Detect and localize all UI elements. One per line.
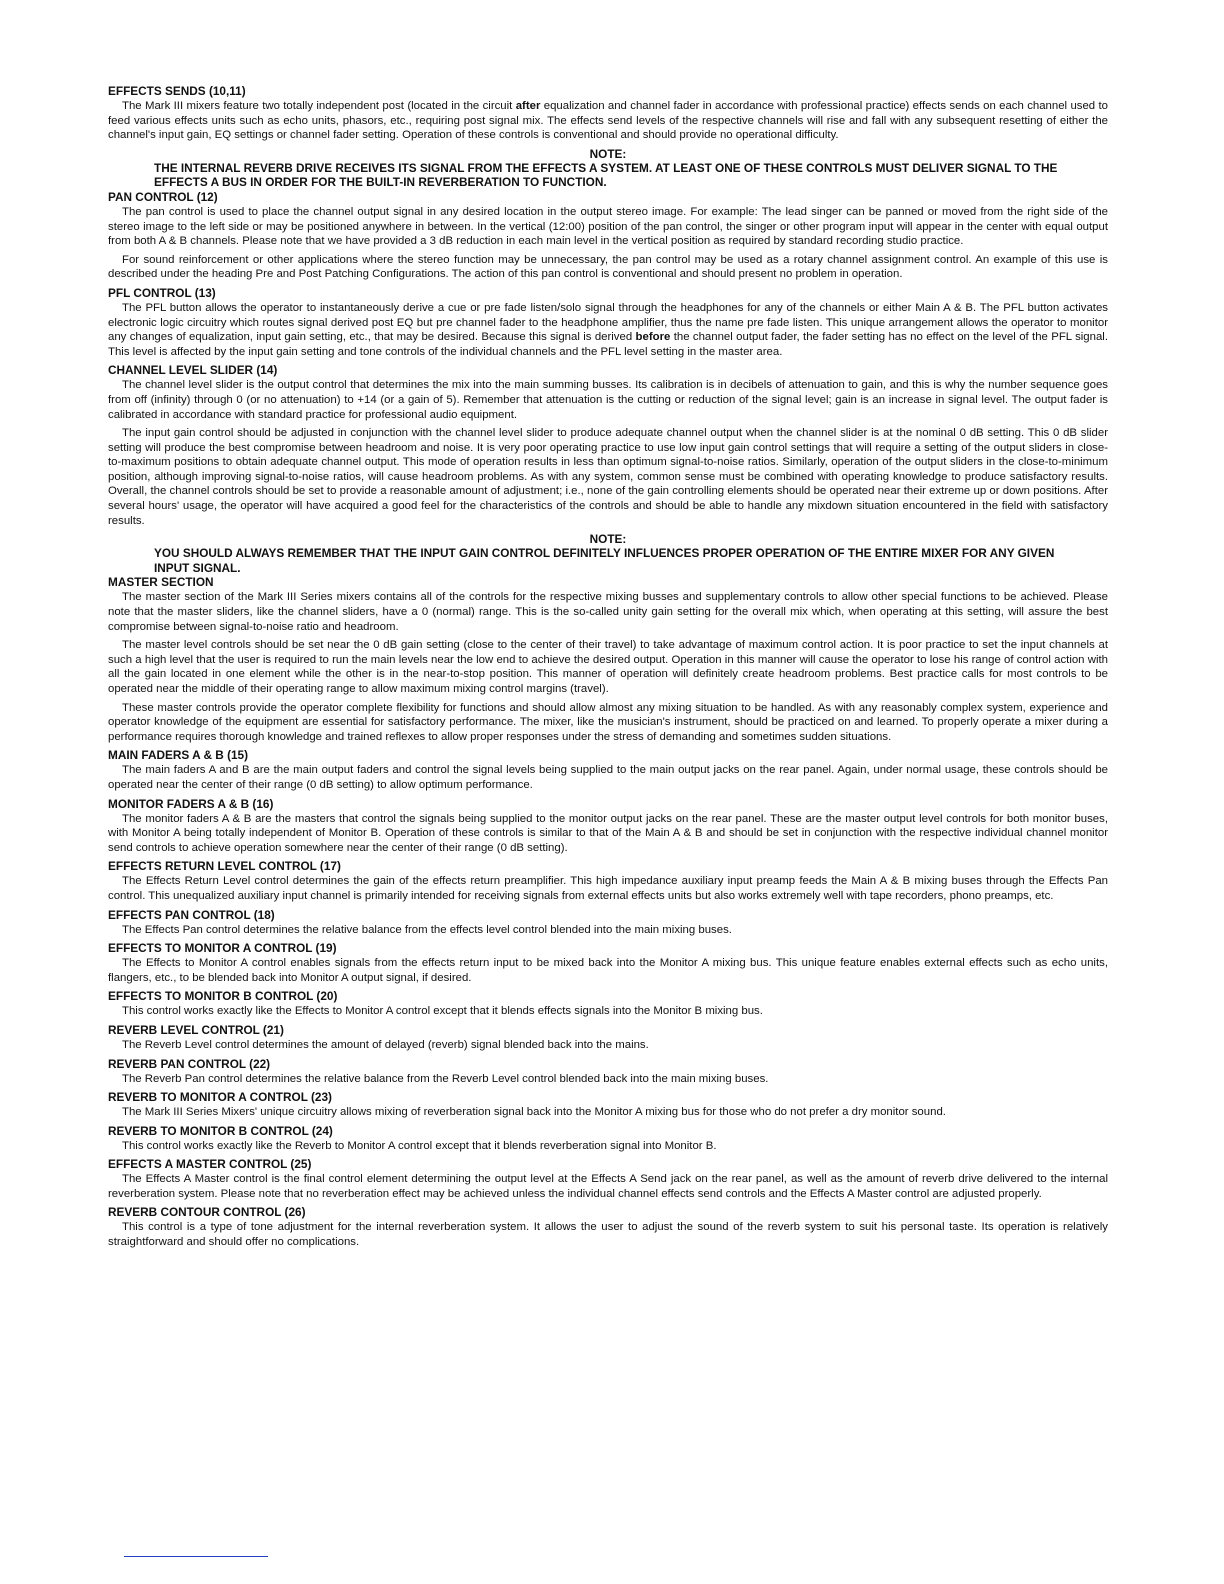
section-heading: EFFECTS TO MONITOR A CONTROL (19) — [108, 941, 337, 956]
section-heading: EFFECTS A MASTER CONTROL (25) — [108, 1157, 312, 1172]
note-label: NOTE: — [589, 532, 627, 547]
paragraph: The Effects to Monitor A control enables signals from the effects return input to be mixed back into the Monitor A mixing bus. This unique feature enables external effects such as echo units, flangers, etc., to be blended back into Monitor A output signal, if desired. — [108, 957, 1108, 984]
section-effects-a-master — [108, 1157, 1108, 1201]
paragraph: This control works exactly like the Reverb to Monitor A control except that it blends reverberation signal into Monitor B. — [122, 1139, 717, 1152]
section-reverb-contour — [108, 1205, 1108, 1249]
emphasis-text: after — [515, 100, 541, 112]
paragraph: The pan control is used to place the channel output signal in any desired location in the output stereo image. For example: The lead singer can be panned or moved from the right side of the stereo image to the left side or may be positioned anywhere in between. In the vertical (12:00) position of the pan control, the singer or other program input will appear in the center with equal output from both A & B channels. Please note that we have provided a 3 dB reduction in each main level in the vertical position as required by standard recording studio practice. — [108, 205, 1108, 248]
paragraph: The master section of the Mark III Series mixers contains all of the controls for the respective mixing busses and supplementary controls to allow other special functions to be achieved. Please note that the master sliders, like the channel sliders, have a 0 (normal) range. This is the so-called unity gain setting for the overall mix which, when operating at this setting, will assure the best compromise between signal-to-noise ratio and headroom. — [108, 591, 1108, 633]
paragraph: This control is a type of tone adjustment for the internal reverberation system. It allows the user to adjust the sound of the reverb system to suit his personal taste. Its operation is relatively straightforward and should offer no complications. — [108, 1221, 1108, 1249]
section-pfl-control — [108, 286, 1108, 359]
footer-rule — [124, 1556, 268, 1557]
text-run: The PFL button allows the operator to instantaneously derive a cue or pre fade listen/solo signal through the headphones for any of the channels or either Main A & B. The PFL button activates electronic logic circuitry which routes signal derived post EQ but pre channel fader to the headphone amplifier, thus the name pre fade listen. This unique arrangement allows the operator to monitor any changes of equalization, input gain setting, etc., that may be desired. Because this signal is derived — [108, 301, 1108, 344]
paragraph: The Mark III Series Mixers' unique circuitry allows mixing of reverberation signal back into the Monitor A mixing bus for those who do not prefer a dry monitor sound. — [122, 1106, 946, 1119]
paragraph: The main faders A and B are the main output faders and control the signal levels being supplied to the main output jacks on the rear panel. Again, under normal usage, these controls should be operated near the center of their range (0 dB setting) to allow optimum performance. — [108, 764, 1108, 791]
paragraph: The input gain control should be adjusted in conjunction with the channel level slider to produce adequate channel output when the channel slider is at the nominal 0 dB setting. This 0 dB slider setting will produce the best compromise between headroom and noise. It is very poor operating practice to use low input gain control settings that will require a setting of the output sliders in close-to-maximum positions to obtain adequate channel output. This mode of operation results in less than optimum signal-to-noise ratios. Similarly, operation of the output sliders in the close-to-minimum position, although improving signal-to-noise ratios, will cause headroom problems. As with any system, common sense must be combined with operating knowledge to produce satisfactory results. Overall, the channel controls should be set to provide a reasonable amount of adjustment; i.e., none of the gain controlling elements should be operated near their extreme up or down positions. After several hours' usage, the operator will have acquired a good feel for the characteristics of the controls and should be able to handle any mixdown situation encountered in the field with satisfactory results. — [108, 427, 1108, 527]
paragraph: For sound reinforcement or other applications where the stereo function may be unnecessary, the pan control may be used as a rotary channel assignment control. An example of this use is described under the heading Pre and Post Patching Configurations. The action of this pan control is conventional and should present no problem in operation. — [108, 253, 1108, 281]
section-effects-sends — [108, 84, 1108, 190]
note-text: YOU SHOULD ALWAYS REMEMBER THAT THE INPUT GAIN CONTROL DEFINITELY INFLUENCES PROPER OPERATION OF THE ENTIRE MIXER FOR ANY GIVEN INPUT SIGNAL. — [154, 546, 1055, 575]
emphasis-text: before — [635, 331, 671, 344]
section-effects-to-monitor-b — [108, 989, 1108, 1019]
section-master-section — [108, 575, 1108, 744]
section-reverb-to-monitor-a — [108, 1090, 1108, 1120]
section-heading: EFFECTS TO MONITOR B CONTROL (20) — [108, 989, 338, 1004]
note-label: NOTE: — [589, 146, 627, 161]
section-heading: EFFECTS SENDS (10,11) — [108, 84, 246, 98]
paragraph: The monitor faders A & B are the masters that control the signals being supplied to the monitor output jacks on the rear panel. These are the master output level controls for both monitor buses, with Monitor A being totally independent of Monitor B. Operation of these controls is similar to that of the Main A & B and should be set in conjunction with the respective individual channel monitor send controls to achieve operation somewhere near the center of their range (0 dB setting). — [108, 812, 1108, 854]
section-heading: REVERB LEVEL CONTROL (21) — [108, 1022, 284, 1037]
section-reverb-to-monitor-b — [108, 1124, 1108, 1154]
section-heading: REVERB CONTOUR CONTROL (26) — [108, 1205, 306, 1220]
paragraph: This control works exactly like the Effects to Monitor A control except that it blends effects signals into the Monitor B mixing bus. — [122, 1005, 763, 1018]
paragraph: The Effects Return Level control determines the gain of the effects return preamplifier. This high impedance auxiliary input preamp feeds the Main A & B mixing buses through the Effects Pan control. This unequalized auxiliary input channel is primarily intended for receiving signals from external effects units but also works extremely well with tape recorders, phono preamps, etc. — [108, 875, 1108, 902]
text-run: equalization and channel fader in accordance with professional practice) effects sends on each channel used to feed various effects units such as echo units, phasors, etc., requiring post signal mix. The effects send levels of the respective channels will rise and fall with any subsequent resetting of either the channel's input gain, EQ settings or channel fader setting. Operation of these controls is conventional and should provide no operational difficulty. — [108, 100, 1108, 142]
paragraph: The Reverb Level control determines the amount of delayed (reverb) signal blended back into the mains. — [122, 1038, 649, 1051]
note-text: THE INTERNAL REVERB DRIVE RECEIVES ITS SIGNAL FROM THE EFFECTS A SYSTEM. AT LEAST ONE OF THESE CONTROLS MUST DELIVER SIGNAL TO THE EFFECTS A BUS IN ORDER FOR THE BUILT-IN REVERBERATION TO FUNCTION. — [154, 160, 1058, 190]
section-heading: MASTER SECTION — [108, 575, 214, 590]
section-heading: MAIN FADERS A & B (15) — [108, 748, 249, 763]
section-heading: MONITOR FADERS A & B (16) — [108, 796, 274, 811]
section-heading: REVERB PAN CONTROL (22) — [108, 1056, 271, 1071]
section-reverb-level — [108, 1023, 1108, 1053]
paragraph: These master controls provide the operator complete flexibility for functions and should allow almost any mixing situation to be handled. As with any reasonably complex system, experience and operator knowledge of the equipment are essential for satisfactory performance. The mixer, like the musician's instrument, should be practiced on and learned. To properly operate a mixer during a performance requires thorough knowledge and trained reflexes to allow proper responses under the stress of demanding and sometimes sudden situations. — [108, 701, 1108, 743]
text-run: The Mark III mixers feature two totally independent post (located in the circuit — [122, 100, 516, 112]
text-run: the channel output fader, the fader setting has no effect on the level of the PFL signal. This level is affected by the input gain setting and tone controls of the individual channels and the PFL level setting in the master area. — [108, 331, 1108, 358]
section-effects-return — [108, 859, 1108, 903]
paragraph: The Reverb Pan control determines the relative balance from the Reverb Level control blended back into the main mixing buses. — [122, 1072, 769, 1085]
section-heading: PFL CONTROL (13) — [108, 285, 216, 300]
section-channel-level-slider — [108, 363, 1108, 575]
paragraph — [108, 99, 1108, 143]
paragraph — [108, 301, 1108, 359]
section-heading: REVERB TO MONITOR B CONTROL (24) — [108, 1123, 333, 1138]
section-reverb-pan — [108, 1057, 1108, 1087]
section-monitor-faders — [108, 797, 1108, 856]
paragraph: The master level controls should be set near the 0 dB gain setting (close to the center of their travel) to take advantage of maximum control action. It is poor practice to set the input channels at such a high level that the user is required to run the main levels near the low end to achieve the desired output. Operation in this manner will cause the operator to lose his range of control action with all the gain located in one element while the other is in the near-to-stop position. This manner of operation will definitely create headroom problems. Best practice calls for most controls to be operated near the middle of their operating range to allow maximum mixing control margins (travel). — [108, 639, 1108, 695]
section-effects-to-monitor-a — [108, 941, 1108, 985]
section-heading: EFFECTS RETURN LEVEL CONTROL (17) — [108, 859, 341, 874]
section-effects-pan — [108, 908, 1108, 938]
section-main-faders — [108, 748, 1108, 792]
section-heading: PAN CONTROL (12) — [108, 189, 218, 204]
section-heading: EFFECTS PAN CONTROL (18) — [108, 907, 275, 922]
paragraph: The Effects Pan control determines the relative balance from the effects level control blended into the main mixing buses. — [122, 923, 732, 936]
section-pan-control — [108, 190, 1108, 282]
manual-page — [108, 84, 1108, 1254]
paragraph: The channel level slider is the output control that determines the mix into the main summing busses. Its calibration is in decibels of attenuation to gain, and this is why the number sequence goes from off (infinity) through 0 (or no attenuation) to +14 (or a gain of 5). Remember that attenuation is the cutting or reduction of the signal level; gain is an increase in signal level. The output fader is calibrated in accordance with standard practice for professional audio equipment. — [108, 379, 1108, 421]
paragraph: The Effects A Master control is the final control element determining the output level at the Effects A Send jack on the rear panel, as well as the amount of reverb drive delivered to the internal reverberation system. Please note that no reverberation effect may be achieved unless the individual channel effects send controls and the Effects A Master control are adjusted properly. — [108, 1173, 1108, 1200]
section-heading: REVERB TO MONITOR A CONTROL (23) — [108, 1090, 332, 1105]
section-heading: CHANNEL LEVEL SLIDER (14) — [108, 363, 278, 378]
